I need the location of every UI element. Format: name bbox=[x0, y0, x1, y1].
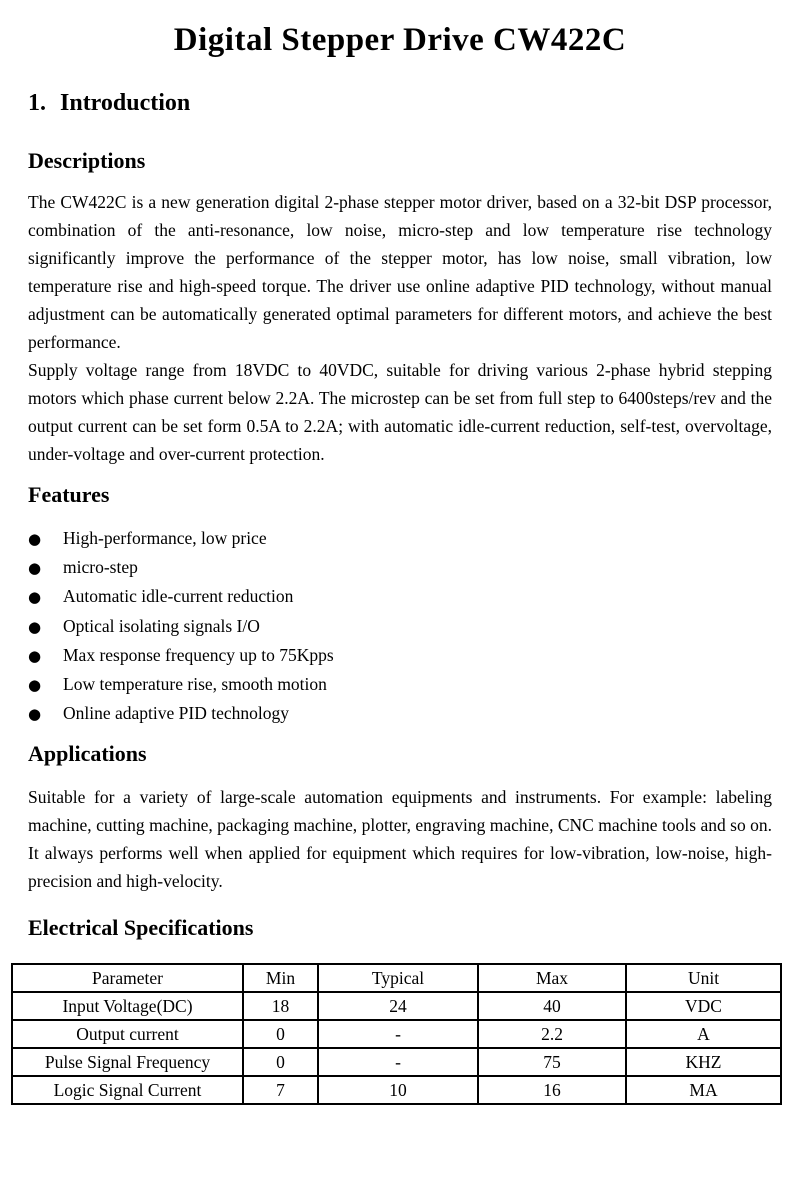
section-heading-introduction bbox=[28, 89, 772, 118]
feature-list-item-label: Online adaptive PID technology bbox=[63, 703, 289, 724]
feature-list-item-label: Low temperature rise, smooth motion bbox=[63, 673, 327, 694]
bullet-icon: ● bbox=[28, 529, 42, 548]
table-cell: Input Voltage(DC) bbox=[12, 992, 243, 1020]
bullet-icon: ● bbox=[28, 675, 42, 694]
table-cell: Logic Signal Current bbox=[12, 1076, 243, 1104]
feature-list-item-label: Max response frequency up to 75Kpps bbox=[63, 644, 334, 665]
table-cell: Pulse Signal Frequency bbox=[12, 1048, 243, 1076]
table-cell: 24 bbox=[318, 992, 478, 1020]
table-row bbox=[12, 1076, 781, 1104]
table-cell: 2.2 bbox=[478, 1020, 626, 1048]
table-row bbox=[12, 1048, 781, 1076]
table-row bbox=[12, 992, 781, 1020]
feature-list-item-label: High-performance, low price bbox=[63, 527, 267, 548]
table-header-row bbox=[12, 964, 781, 992]
table-cell: A bbox=[626, 1020, 781, 1048]
feature-list-item bbox=[28, 553, 772, 582]
table-cell: Output current bbox=[12, 1020, 243, 1048]
table-cell: 0 bbox=[243, 1048, 318, 1076]
feature-list-item bbox=[28, 582, 772, 611]
feature-list-item bbox=[28, 524, 772, 553]
page-title: Digital Stepper Drive CW422C bbox=[173, 22, 627, 58]
bullet-icon: ● bbox=[28, 559, 42, 578]
table-cell: 10 bbox=[318, 1076, 478, 1104]
table-cell: 75 bbox=[478, 1048, 626, 1076]
feature-list-item-label: Automatic idle-current reduction bbox=[63, 586, 294, 607]
column-header: Min bbox=[243, 964, 318, 992]
electrical-specifications-table bbox=[11, 963, 782, 1105]
subsection-heading-applications: Applications bbox=[28, 741, 147, 767]
table-cell: 7 bbox=[243, 1076, 318, 1104]
bullet-icon: ● bbox=[28, 588, 42, 607]
table-cell: 40 bbox=[478, 992, 626, 1020]
bullet-icon: ● bbox=[28, 617, 42, 636]
table-body bbox=[12, 992, 781, 1104]
column-header: Max bbox=[478, 964, 626, 992]
column-header: Typical bbox=[318, 964, 478, 992]
applications-paragraph: Suitable for a variety of large-scale automation equipments and instruments. For example: labeling machine, cutting machine, packaging machine, plotter, engraving machine, CNC machine tools and so on. It always performs well when applied for equipment which requires for low-vibration, low-noise, high-precision and high-velocity. bbox=[28, 787, 772, 892]
table-cell: KHZ bbox=[626, 1048, 781, 1076]
column-header: Unit bbox=[626, 964, 781, 992]
features-list bbox=[28, 524, 772, 728]
bullet-icon: ● bbox=[28, 705, 42, 724]
subsection-heading-electrical-specifications: Electrical Specifications bbox=[28, 915, 254, 941]
feature-list-item bbox=[28, 699, 772, 728]
feature-list-item bbox=[28, 612, 772, 641]
table-cell: 16 bbox=[478, 1076, 626, 1104]
table-cell: 18 bbox=[243, 992, 318, 1020]
table-cell: - bbox=[318, 1048, 478, 1076]
table-cell: VDC bbox=[626, 992, 781, 1020]
section-heading-text: Introduction bbox=[60, 90, 191, 117]
subsection-heading-descriptions: Descriptions bbox=[28, 148, 146, 174]
descriptions-paragraph-1: The CW422C is a new generation digital 2-phase stepper motor driver, based on a 32-bit DSP processor, combination of the anti-resonance, low noise, micro-step and low temperature rise technology significantly improve the performance of the stepper motor, has low noise, small vibration, low temperature rise and high-speed torque. The driver use online adaptive PID technology, without manual adjustment can be automatically generated optimal parameters for different motors, and achieve the best performance. bbox=[28, 192, 772, 352]
table-cell: - bbox=[318, 1020, 478, 1048]
descriptions-paragraph-2: Supply voltage range from 18VDC to 40VDC, suitable for driving various 2-phase hybrid stepping motors which phase current below 2.2A. The microstep can be set from full step to 6400steps/rev and the output current can be set form 0.5A to 2.2A; with automatic idle-current reduction, self-test, overvoltage, under-voltage and over-current protection. bbox=[28, 360, 772, 464]
subsection-heading-features: Features bbox=[28, 482, 110, 507]
table-row bbox=[12, 1020, 781, 1048]
table-cell: 0 bbox=[243, 1020, 318, 1048]
feature-list-item-label: micro-step bbox=[63, 557, 138, 578]
feature-list-item bbox=[28, 641, 772, 670]
feature-list-item bbox=[28, 670, 772, 699]
bullet-icon: ● bbox=[28, 646, 42, 665]
table-cell: MA bbox=[626, 1076, 781, 1104]
feature-list-item-label: Optical isolating signals I/O bbox=[63, 615, 260, 636]
section-number: 1. bbox=[28, 90, 46, 117]
column-header: Parameter bbox=[12, 964, 243, 992]
